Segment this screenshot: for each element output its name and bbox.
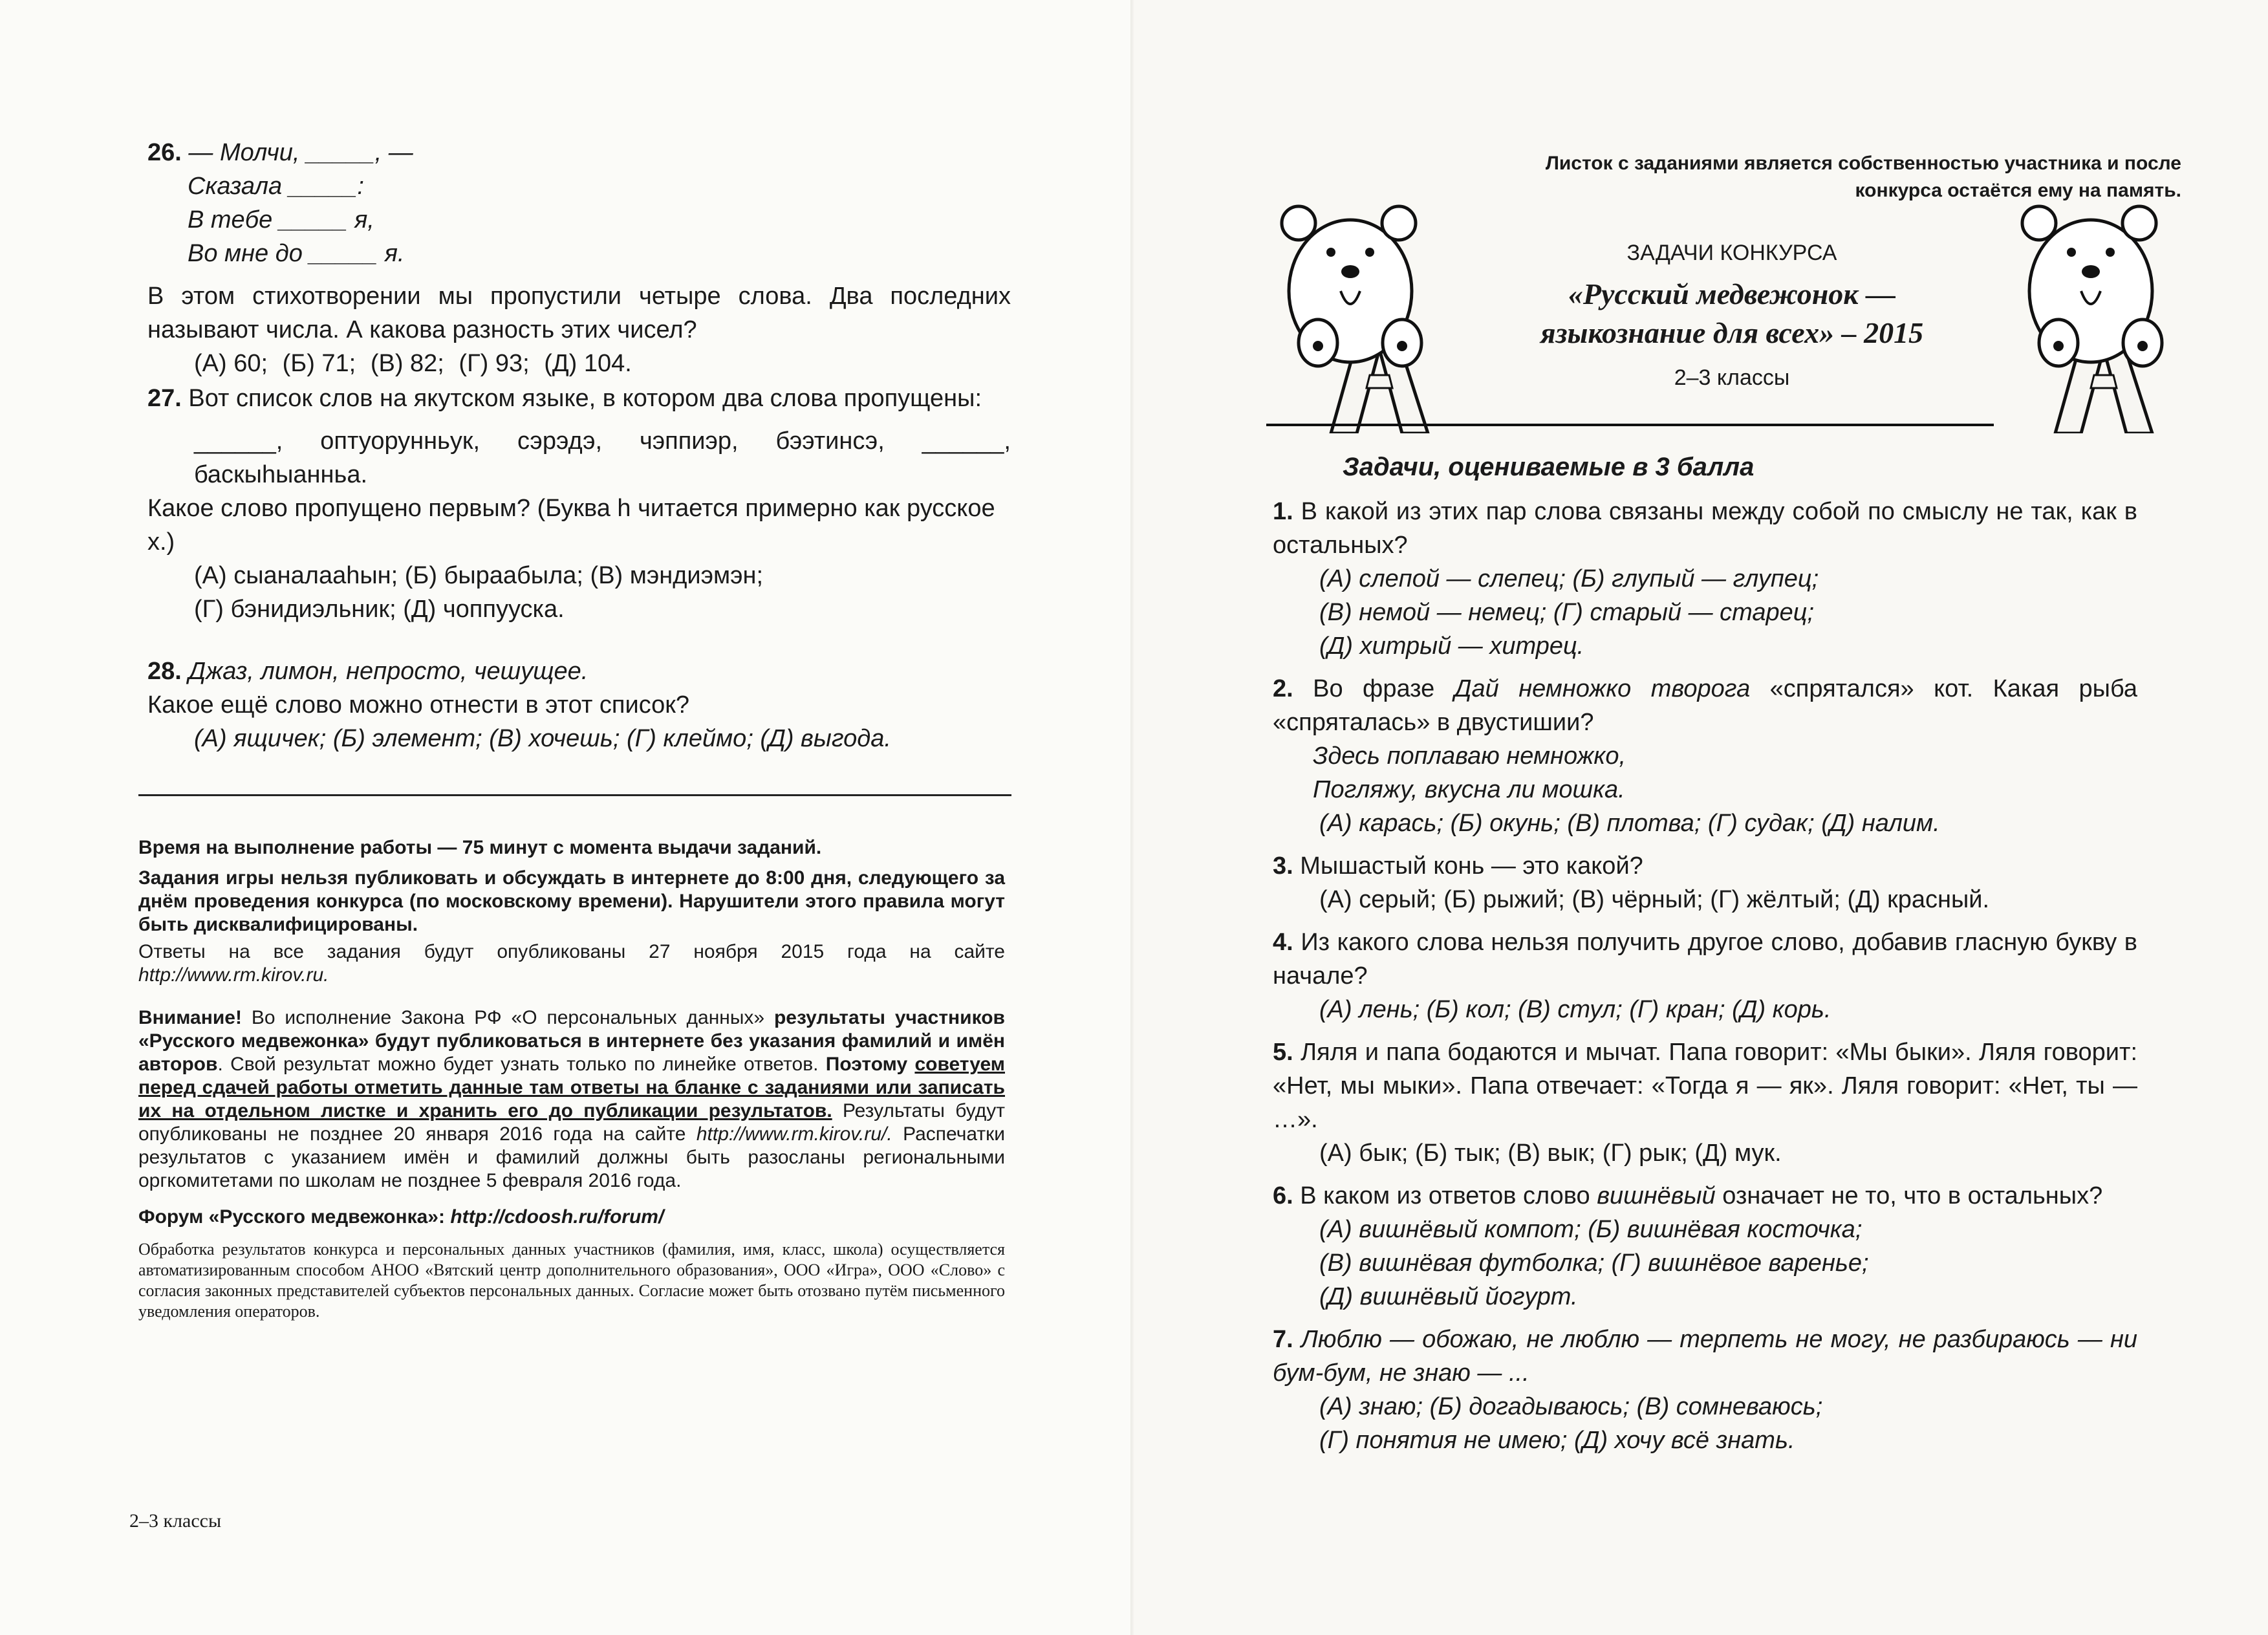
q27-number: 27. bbox=[147, 385, 182, 412]
results-link[interactable]: http://www.rm.kirov.ru/. bbox=[696, 1123, 892, 1145]
contest-name-line-2: языкознание для всех» – 2015 bbox=[1540, 316, 1924, 349]
q7-options-1: (А) знаю; (Б) догадываюсь; (В) сомневаюсь; bbox=[1319, 1393, 1823, 1420]
q2-poem-line-1: Здесь поплаваю немножко, bbox=[1313, 742, 1626, 770]
q6-word: вишнёвый bbox=[1597, 1182, 1716, 1209]
q27-words: ______, оптуорунньук, сэрэдэ, чэппиэр, бээтинсэ, ______, баскыhыанньа. bbox=[194, 428, 1011, 488]
forum-link[interactable]: http://cdoosh.ru/forum/ bbox=[450, 1206, 664, 1228]
option: (Г) 93; bbox=[459, 350, 530, 377]
q5-options: (А) бык; (Б) тык; (В) вык; (Г) рык; (Д) мук. bbox=[1319, 1140, 1782, 1167]
question-27 bbox=[147, 382, 1011, 626]
q2-phrase: Дай немножко творога bbox=[1454, 675, 1751, 702]
question-6 bbox=[1273, 1179, 2137, 1314]
q2-options: (А) карась; (Б) окунь; (В) плотва; (Г) судак; (Д) налим. bbox=[1319, 810, 1940, 837]
q3-text: Мышастый конь — это какой? bbox=[1300, 852, 1643, 880]
q6-options-2: (В) вишнёвая футболка; (Г) вишнёвое варенье; bbox=[1319, 1250, 1869, 1277]
q6-number: 6. bbox=[1273, 1182, 1293, 1209]
attention-label: Внимание! bbox=[138, 1007, 242, 1028]
q1-text: В какой из этих пар слова связаны между собой по смыслу не так, как в остальных? bbox=[1273, 498, 2137, 559]
option: (А) 60; bbox=[194, 350, 268, 377]
divider bbox=[138, 794, 1011, 796]
bear-right-illustration bbox=[1994, 194, 2194, 433]
q3-number: 3. bbox=[1273, 852, 1293, 880]
q5-text: Ляля и папа бодаются и мычат. Папа говорит: «Мы быки». Ляля говорит: «Нет, мы мыки». Папа отвечает: «Тогда я — як». Ляля говорит: «Нет, ты — …». bbox=[1273, 1039, 2138, 1133]
forum-label: Форум «Русского медвежонка»: bbox=[138, 1206, 451, 1228]
contest-name-line-1: «Русский медвежонок — bbox=[1568, 277, 1896, 310]
question-3 bbox=[1273, 849, 2137, 916]
question-7 bbox=[1273, 1323, 2137, 1457]
answers-link[interactable]: http://www.rm.kirov.ru. bbox=[138, 964, 329, 986]
q26-line-1: — Молчи, _____, — bbox=[188, 139, 413, 166]
q26-poem bbox=[147, 136, 1011, 270]
attention-text: . Свой результат можно будет узнать только по линейке ответов. bbox=[217, 1054, 826, 1075]
contest-name bbox=[1457, 275, 2007, 352]
q28-number: 28. bbox=[147, 658, 182, 685]
q26-line-2: Сказала _____: bbox=[188, 173, 364, 200]
q26-line-4: Во мне до _____ я. bbox=[188, 240, 405, 267]
attention-text: Результаты будут опубликованы не позднее 20 января 2016 года на сайте bbox=[138, 1100, 1005, 1145]
q2-text: «спрятался» кот. Какая рыба «спряталась» в двустишии? bbox=[1273, 675, 2137, 736]
q26-line-3: В тебе _____ я, bbox=[188, 206, 374, 233]
q7-options-2: (Г) понятия не имею; (Д) хочу всё знать. bbox=[1319, 1427, 1795, 1454]
grades-label: 2–3 классы bbox=[1674, 365, 1790, 390]
option: (Г) старый — старец; bbox=[1553, 599, 1815, 626]
question-26 bbox=[147, 136, 1011, 380]
processing-notice: Обработка результатов конкурса и персональных данных участников (фамилия, имя, класс, школа) осуществляется автоматизированным способом АНОО «Вятский центр дополнительного образования», ООО «Игра», ООО «Слово» с согласия законных представителей субъектов персональных данных. Согласие может быть отозвано путём письменного уведомления операторов. bbox=[138, 1240, 1005, 1321]
q6-text: означает не то, что в остальных? bbox=[1715, 1182, 2103, 1209]
q4-number: 4. bbox=[1273, 929, 1293, 956]
q1-number: 1. bbox=[1273, 498, 1293, 525]
header-rule bbox=[1266, 424, 1994, 426]
option: (В) немой — немец; bbox=[1319, 599, 1547, 626]
attention-paragraph bbox=[138, 1006, 1005, 1193]
question-1 bbox=[1273, 495, 2137, 663]
answers-text: Ответы на все задания будут опубликованы 27 ноября 2015 года на сайте bbox=[138, 941, 1005, 962]
attention-underlined: советуем перед сдачей работы отметить данные там ответы на бланке с заданиями или записать их на отдельном листке и хранить его до публикации результатов. bbox=[138, 1054, 1005, 1121]
q28-options: (А) ящичек; (Б) элемент; (В) хочешь; (Г) клеймо; (Д) выгода. bbox=[194, 725, 891, 752]
option: (Б) 71; bbox=[282, 350, 356, 377]
questions-list bbox=[1273, 495, 2137, 1457]
question-2 bbox=[1273, 672, 2137, 840]
right-page bbox=[1134, 0, 2268, 1635]
q6-options-1: (А) вишнёвый компот; (Б) вишнёвая косточка; bbox=[1319, 1216, 1863, 1243]
notice-block bbox=[138, 834, 1005, 1322]
page-footer: 2–3 классы bbox=[129, 1510, 222, 1532]
q26-options bbox=[147, 347, 1011, 380]
forum-line bbox=[138, 1206, 1005, 1229]
q4-text: Из какого слова нельзя получить другое слово, добавив гласную букву в начале? bbox=[1273, 929, 2137, 990]
q6-options-3: (Д) вишнёвый йогурт. bbox=[1319, 1283, 1578, 1310]
q27-text: Вот список слов на якутском языке, в котором два слова пропущены: bbox=[188, 385, 982, 412]
q26-text: В этом стихотворении мы пропустили четыре слова. Два последних называют числа. А какова разность этих чисел? bbox=[147, 283, 1011, 343]
question-4 bbox=[1273, 926, 2137, 1026]
bear-left-illustration bbox=[1269, 194, 1470, 433]
q7-text: Люблю — обожаю, не люблю — терпеть не могу, не разбираюсь — ни бум-бум, не знаю — ... bbox=[1273, 1326, 2138, 1387]
question-5 bbox=[1273, 1035, 2137, 1170]
q2-number: 2. bbox=[1273, 675, 1293, 702]
option: (Д) хитрый — хитрец. bbox=[1319, 633, 1584, 660]
attention-therefore: Поэтому bbox=[825, 1054, 915, 1075]
option: (В) 82; bbox=[370, 350, 444, 377]
q2-poem-line-2: Погляжу, вкусна ли мошка. bbox=[1313, 776, 1625, 803]
attention-bold: результаты участников «Русского медвежонка» будут публиковаться в интернете без указания фамилий и имён авторов bbox=[138, 1007, 1005, 1075]
option: (Б) глупый — глупец; bbox=[1572, 565, 1819, 592]
q3-options: (А) серый; (Б) рыжий; (В) чёрный; (Г) жёлтый; (Д) красный. bbox=[1319, 886, 1990, 913]
attention-text: Распечатки результатов с указанием имён и фамилий должны быть разосланы региональными оргкомитетами по школам не позднее 5 февраля 2016 года. bbox=[138, 1123, 1005, 1191]
q28-words: Джаз, лимон, непросто, чешущее. bbox=[188, 658, 589, 685]
question-28 bbox=[147, 655, 1011, 755]
section-title: Задачи, оцениваемые в 3 балла bbox=[1343, 453, 1755, 481]
header-title: ЗАДАЧИ КОНКУРСА bbox=[1626, 241, 1837, 265]
q6-text: В каком из ответов слово bbox=[1300, 1182, 1597, 1209]
time-notice: Время на выполнение работы — 75 минут с момента выдачи заданий. bbox=[138, 837, 822, 858]
q27-question: Какое слово пропущено первым? (Буква h читается примерно как русское х.) bbox=[147, 495, 995, 556]
publish-ban: Задания игры нельзя публиковать и обсуждать в интернете до 8:00 дня, следующего за днём проведения конкурса (по московскому времени). Нарушители этого правила могут быть дисквалифицированы. bbox=[138, 867, 1005, 935]
attention-text: Во исполнение Закона РФ «О персональных данных» bbox=[241, 1007, 774, 1028]
q5-number: 5. bbox=[1273, 1039, 1293, 1066]
q2-text: Во фразе bbox=[1313, 675, 1454, 702]
q7-number: 7. bbox=[1273, 1326, 1293, 1353]
option: (А) слепой — слепец; bbox=[1319, 565, 1566, 592]
q27-options-1: (А) сыаналааhын; (Б) быраабыла; (В) мэндиэмэн; bbox=[194, 562, 764, 589]
q26-number: 26. bbox=[147, 139, 182, 166]
q4-options: (А) лень; (Б) кол; (В) стул; (Г) кран; (Д) корь. bbox=[1319, 996, 1831, 1023]
ownership-note: Листок с заданиями является собственностью участника и после конкурса остаётся ему на память. bbox=[1545, 153, 2181, 201]
q27-options-2: (Г) бэнидиэльник; (Д) чоппууска. bbox=[194, 596, 565, 623]
option: (Д) 104. bbox=[544, 350, 632, 377]
q28-question: Какое ещё слово можно отнести в этот список? bbox=[147, 691, 690, 719]
